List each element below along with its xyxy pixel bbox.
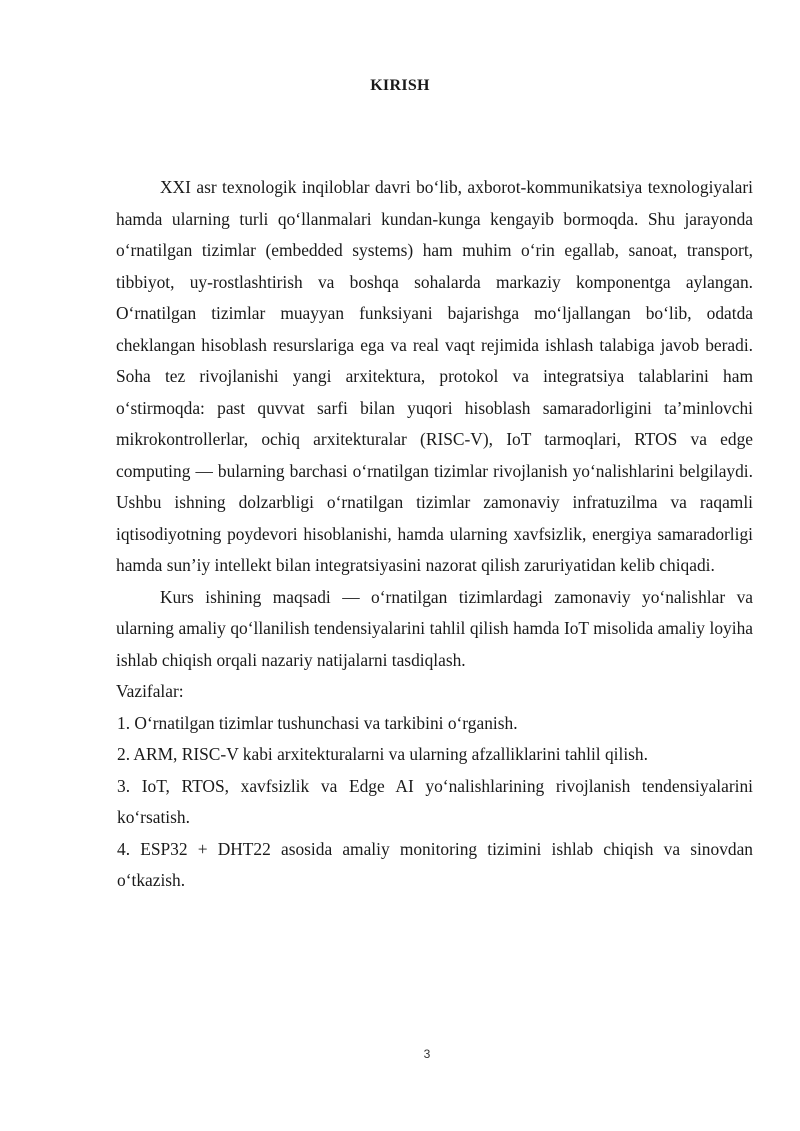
task-item: 1. O‘rnatilgan tizimlar tushunchasi va tarkibini o‘rganish. <box>117 712 518 733</box>
page-number: 3 <box>423 1047 431 1061</box>
page-title: KIRISH <box>370 77 430 94</box>
task-item: 2. ARM, RISC-V kabi arxitekturalarni va ularning afzalliklarini tahlil qilish. <box>117 744 648 764</box>
task-item: 3. IoT, RTOS, xavfsizlik va Edge AI yo‘nalishlarining rivojlanish tendensiyalarini ko‘rsatish. <box>117 775 753 827</box>
goal-paragraph: Kurs ishining maqsadi — o‘rnatilgan tizimlardagi zamonaviy yo‘nalishlar va ularning amaliy qo‘llanilish tendensiyalarini tahlil qilish hamda IoT misolida amaliy loyiha ishlab chiqish orqali nazariy natijalarni tasdiqlash. <box>116 586 753 670</box>
tasks-heading: Vazifalar: <box>116 681 184 701</box>
intro-paragraph: XXI asr texnologik inqiloblar davri bo‘lib, axborot-kommunikatsiya texnologiyalari hamda ularning turli qo‘llanmalari kundan-kunga kengayib bormoqda. Shu jarayonda o‘rnatilgan tizimlar (embedded systems) ham muhim o‘rin egallab, sanoat, transport, tibbiyot, uy-rostlashtirish va boshqa sohalarda markaziy komponentga aylangan. O‘rnatilgan tizimlar muayyan funksiyani bajarishga mo‘ljallangan bo‘lib, odatda cheklangan hisoblash resurslariga ega va real vaqt rejimida ishlash talabiga javob beradi. Soha tez rivojlanishi yangi arxitektura, protokol va integratsiya talablarini ham o‘stirmoqda: past quvvat sarfi bilan yuqori hisoblash samaradorligini ta’minlovchi mikrokontrollerlar, ochiq arxitekturalar (RISC-V), IoT tarmoqlari, RTOS va edge computing — bularning barchasi o‘rnatilgan tizimlar rivojlanish yo‘nalishlarini belgilaydi. Ushbu ishning dolzarbligi o‘rnatilgan tizimlar zamonaviy infratuzilma va raqamli iqtisodiyotning poydevori hisoblanishi, hamda ularning xavfsizlik, energiya samaradorligi hamda sun’iy intellekt bilan integratsiyasini nazorat qilish zaruriyatidan kelib chiqadi. <box>116 177 753 575</box>
document-body <box>116 172 753 897</box>
task-item: 4. ESP32 + DHT22 asosida amaliy monitoring tizimini ishlab chiqish va sinovdan o‘tkazish. <box>117 838 753 890</box>
